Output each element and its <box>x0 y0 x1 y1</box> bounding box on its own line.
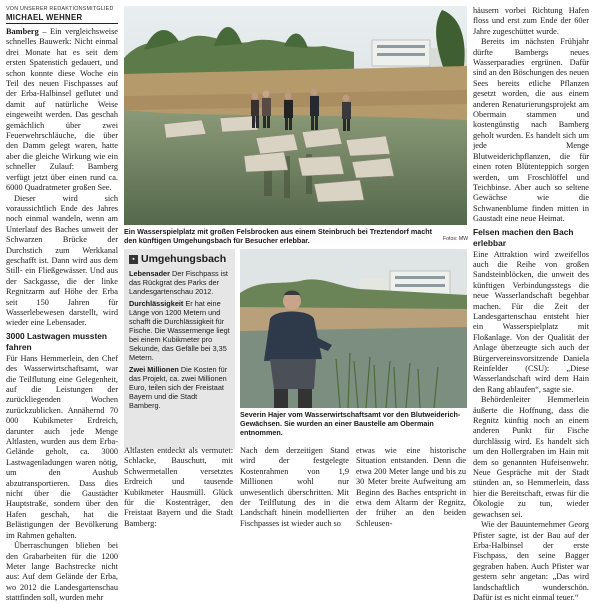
dateline: Bamberg <box>6 27 39 36</box>
paragraph: häusern vorbei Richtung Hafen floss und erst zum Ende der 60er Jahre zugeschüttet wurde. <box>473 6 589 36</box>
photo-severin-hajer-image <box>240 249 467 408</box>
subheading: 3000 Lastwagen mussten fahren <box>6 330 108 352</box>
paragraph: Wie der Bauunternehmer Georg Pfister sagte, ist der Bau auf der Erba-Halbinsel der erste Fischpass, den seine Bagger gegraben haben. Auch Pfister war gestern sehr angetan: „Das wird landschaftlich wunderschön. Dafür ist es nicht einmal teuer.“ <box>473 520 589 602</box>
subheading: Felsen machen den Bach erlebbar <box>473 226 574 248</box>
paragraph: Nach dem derzeitigen Stand wird der festgelegte Kostenrahmen von 1,9 Millionen wohl nur unwesentlich überschritten. Mit der Teilflutung des in die Landschaft hinein modellierten Fischpasses ist wieder auch so <box>240 446 349 528</box>
paragraph: Dieser wird sich voraussichtlich Ende des Jahres noch einmal wandeln, wenn am Unterlauf des Baches unweit der Schwarzen Brücke der Durchstich zum Werkkanal geschafft ist. Dann wird aus dem Still- ein Fließgewässer. Und aus der Sackgasse, die der linke Regnitzarm auf Höhe der Erba seit 150 Jahren für Wasserlebewesen darstellt, wird wieder eine Lebensader. <box>6 193 118 328</box>
paragraph: Für Hans Hemmerlein, den Chef des Wasserwirtschaftsamt, war die Teilflutung eine Gelegenheit, auf die Leistungen der zurückliegenden Wochen zurückzublicken. Annähernd 70 000 Kubikmeter Erdreich, darunter auch jede Menge Altlasten, wurden aus dem Erba-Gelände geholt, ca. 3000 Lastwagenladungen waren nötig, um den Aushub abzutransportieren. Dass dies nicht über die Gaustädter Hauptstraße, sondern über den Hafen geschah, hat die Belästigungen der Bevölkerung im Rahmen gehalten. <box>6 353 118 540</box>
byline-rule <box>6 23 118 24</box>
article-column-2 <box>124 446 233 529</box>
paragraph: Bamberg – Ein vergleichsweise schnelles Bauwerk: Nicht einmal drei Monate hat es seit dem ersten Spatenstich gedauert, und schon konnte diese Woche ein Teil des neuen Fischpasses auf der Erba-Halbinsel geflutet und damit auf natürliche Weise eingeweiht werden. Das geschah gemächlich über zwei Feuerwehrschläuche, die über den Damm gelegt waren, hatte aber die gleiche Wirkung wie ein schneller Zulauf: Bamberg verfügt jetzt über einen rund ca. 6000 Quadratmeter großen See. <box>6 27 118 193</box>
photo-severin-hajer <box>240 249 467 408</box>
article-column-4 <box>473 6 589 603</box>
paragraph: Überraschungen blieben bei den Grabarbeiten für die 1200 Meter lange Bachstrecke nicht aus: Auf dem Gelände der Erba, wo 2012 die Landesgartenschau stattfinden soll, wurden mehr <box>6 541 118 603</box>
article-column-1 <box>6 27 118 604</box>
byline-author: MICHAEL WEHNER <box>6 13 83 22</box>
info-box <box>124 249 235 449</box>
info-square-icon: ▪ <box>129 255 138 264</box>
info-box-item: Lebensader Der Fischpass ist das Rückgrat des Parks der Landesgartenschau 2012. <box>129 269 228 296</box>
photo-water-playground-image <box>124 6 467 225</box>
photo-credit: Fotos: MW <box>443 236 469 242</box>
paragraph: etwas wie eine historische Situation entstanden. Denn die etwa 200 Meter lange und bis zu 30 Meter breite Aufweitung am Beginn des Baches entspricht in etwa dem Altarm der Regnitz, der früher an den beiden Schleusen- <box>356 446 466 528</box>
paragraph: Bereits im nächsten Frühjahr dürfte Bambergs neues Wasserparadies ergrünen. Dafür sind an den Böschungen des neuen Sees bereits etliche Pflanzen gesetzt worden, die aus einem anderen Renaturierungsprojekt am Obermain stammen und kostengünstig nach Bamberg geholt wurden. Es handelt sich um jede Menge Blutweiderichpflanzen, die für einen roten Blütenteppich sorgen werden, um Froschlöffel und Teichbinse. Aber auch so seltene Gewächse wie die Schwanenblume finden mitten in Gaustadt eine neue Heimat. <box>473 37 589 224</box>
byline-agency: VON UNSERER REDAKTIONSMITGLIED <box>6 6 114 12</box>
info-box-item: Durchlässigkeit Er hat eine Länge von 1200 Metern und schafft die Durchlässigkeit für Fische. Die Wassermenge liegt bei einem Kubikmeter pro Sekunde, das Gefälle bei 3,35 Metern. <box>129 299 230 362</box>
info-box-title: Umgehungsbach <box>141 253 227 265</box>
info-box-item: Zwei Millionen Die Kosten für das Projekt, ca. zwei Millionen Euro, teilen sich der Freistaat Bayern und die Stadt Bamberg. <box>129 365 228 410</box>
photo-caption: Severin Hajer vom Wasserwirtschaftsamt vor den Blutweiderich-Gewächsen. Sie wurden an einer Baustelle am Obermain entnommen. <box>240 410 461 437</box>
photo-water-playground <box>124 6 467 225</box>
article-column-3b <box>356 446 466 529</box>
paragraph: Behördenleiter Hemmerlein äußerte die Hoffnung, dass die Regnitz künftig noch an einem anderen Punkt für Fische durchlässig wird. Es handelt sich um den Hollergraben im Hain mit dem so genannten Hufeisenwehr. Neue Gespräche mit der Stadt stünden an, so Hemmerlein, dass hier die Bereitschaft, etwas für die Ökologie zu tun, wieder gewachsen sei. <box>473 395 589 519</box>
paragraph: Altlasten entdeckt als vermutet: Schlacke, Bauschutt, mit Schwermetallen versetztes Erdreich und tausende Kubikmeter Hausmüll. Glück für die Kostenträger, den Freistaat Bayern und die Stadt Bamberg: <box>124 446 233 528</box>
article-column-3a <box>240 446 349 529</box>
paragraph: Eine Attraktion wird zweifellos auch die Reihe von großen Sandsteinblöcken, die unweit des künftigen Verbindungsstegs die neue Wasserlandschaft begehbar machen. Für die Zeit der Landesgartenschau entsteht hier ein Wasserspielplatz mit Floßanlage. Von der Qualität der Anlage überzeugte sich auch der Bürgervereinsvorsitzende Daniela Reinfelder (CSU): „Diese Wasserlandschaft wird dem Hain den Rang ablaufen“, sagte sie. <box>473 249 589 394</box>
info-box-header <box>129 253 230 265</box>
photo-caption: Ein Wasserspielplatz mit großen Felsbrocken aus einem Steinbruch bei Treztendorf macht den künftigen Umgehungsbach für Besucher erlebbar. <box>124 227 433 245</box>
